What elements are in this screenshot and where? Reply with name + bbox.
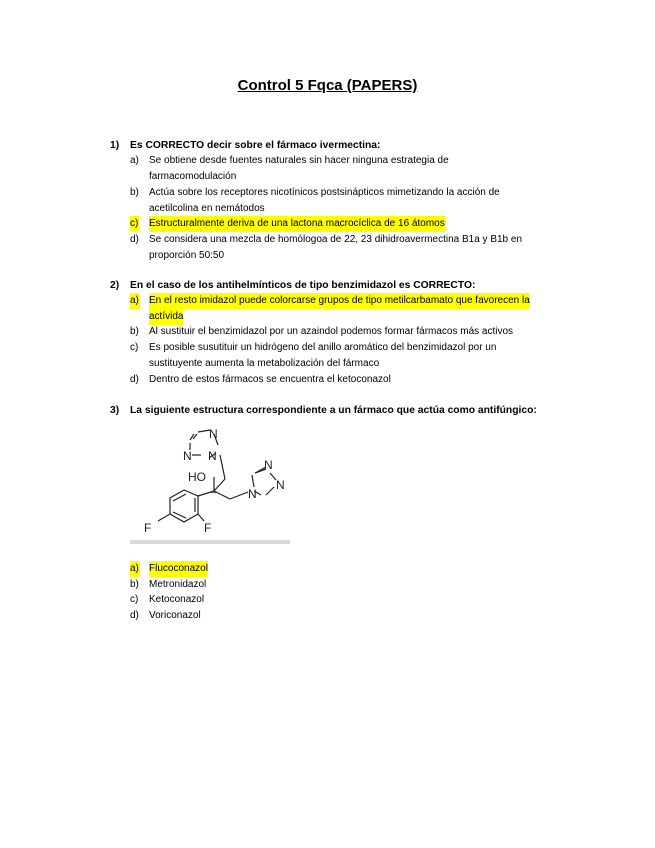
- option-letter: b): [130, 579, 139, 590]
- option-text: proporción 50:50: [149, 250, 225, 261]
- option-letter: a): [130, 561, 140, 577]
- question-text: Es CORRECTO decir sobre el fármaco ivermectina:: [130, 140, 381, 151]
- option-text: sustituyente aumenta la metabolización del fármaco: [149, 358, 380, 369]
- question-number: 2): [110, 280, 120, 291]
- option-text-highlighted: En el resto imidazol puede colorcarse grupos de tipo metilcarbamato que favorecen la: [149, 293, 530, 309]
- option-text: Al sustituir el benzimidazol por un azaindol podemos formar fármacos más activos: [149, 326, 514, 337]
- option-text-highlighted: actívida: [149, 309, 183, 325]
- option-letter: c): [130, 216, 139, 232]
- option-text: Se obtiene desde fuentes naturales sin hacer ninguna estrategia de: [149, 155, 449, 166]
- option-letter: b): [130, 187, 139, 198]
- fluconazole-structure-image: [130, 417, 290, 544]
- document-title: Control 5 Fqca (PAPERS): [237, 77, 418, 94]
- option-text: Dentro de estos fármacos se encuentra el ketoconazol: [149, 374, 391, 385]
- option-text-highlighted: Estructuralmente deriva de una lactona macrocíclica de 16 átomos: [149, 216, 445, 232]
- option-text: Metronidazol: [149, 579, 207, 590]
- atom-label: HO: [188, 470, 206, 484]
- option-text-highlighted: Flucoconazol: [149, 561, 208, 577]
- atom-label: N: [183, 449, 192, 463]
- option-text: farmacomodulación: [149, 171, 237, 182]
- question-text: La siguiente estructura correspondiente a un fármaco que actúa como antifúngico:: [130, 405, 537, 416]
- option-letter: a): [130, 293, 140, 309]
- svg-text:~: ~: [211, 488, 217, 499]
- option-text: Voriconazol: [149, 610, 201, 621]
- atom-label: N: [209, 427, 218, 441]
- atom-label: F: [144, 521, 152, 535]
- image-shadow: [130, 540, 290, 544]
- question-number: 1): [110, 140, 120, 151]
- question-text: En el caso de los antihelmínticos de tipo benzimidazol es CORRECTO:: [130, 280, 476, 291]
- option-letter: d): [130, 234, 139, 245]
- atom-label: N: [248, 487, 257, 501]
- option-letter: c): [130, 594, 139, 605]
- atom-label: N: [208, 449, 217, 463]
- option-letter: c): [130, 342, 139, 353]
- option-text: Actúa sobre los receptores nicotínicos postsinápticos mimetizando la acción de: [149, 187, 500, 198]
- option-text: Ketoconazol: [149, 594, 205, 605]
- option-text: Se considera una mezcla de homólogoa de 22, 23 dihidroavermectina B1a y B1b en: [149, 234, 523, 245]
- option-letter: a): [130, 155, 139, 166]
- question-number: 3): [110, 405, 120, 416]
- molecule-bonds: [158, 430, 276, 522]
- atom-label: N: [264, 458, 273, 472]
- option-letter: d): [130, 374, 139, 385]
- atom-label: F: [204, 521, 212, 535]
- option-text: acetilcolina en nemátodos: [149, 203, 265, 214]
- atom-label: N: [276, 478, 285, 492]
- option-letter: d): [130, 610, 139, 621]
- option-letter: b): [130, 326, 139, 337]
- option-text: Es posible susutituir un hidrógeno del anillo aromático del benzimidazol por un: [149, 342, 497, 353]
